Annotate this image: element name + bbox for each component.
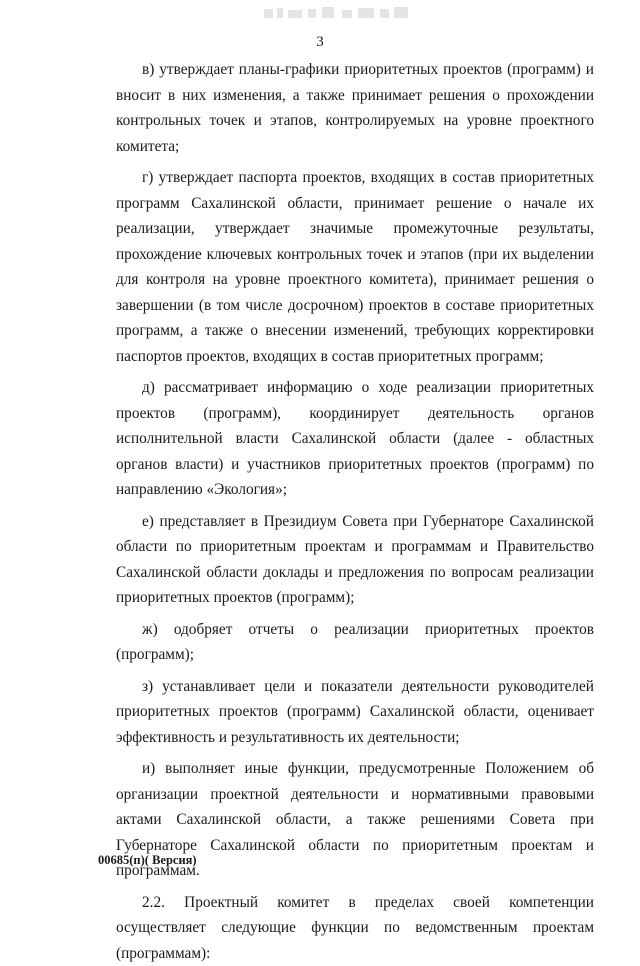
page-number: 3 <box>0 34 640 51</box>
paragraph-2-2: 2.2. Проектный комитет в пределах своей компетенции осуществляет следующие функции по ведомственным проектам (программам): <box>116 890 594 966</box>
paragraph-zh: ж) одобряет отчеты о реализации приоритетных проектов (программ); <box>116 617 594 668</box>
faint-registration-stamp <box>262 4 412 22</box>
paragraph-i: и) выполняет иные функции, предусмотренные Положением об организации проектной деятельности и нормативными правовыми актами Сахалинской области, а также решениями Совета при Губернаторе Сахалинской области по приоритетным проектам и программам. <box>116 756 594 884</box>
document-body <box>116 57 594 966</box>
paragraph-g: г) утверждает паспорта проектов, входящих в состав приоритетных программ Сахалинской области, принимает решение о начале их реализации, утверждает значимые промежуточные результаты, прохождение ключевых контрольных точек и этапов (при их выделении для контроля на уровне проектного комитета), принимает решения о завершении (в том числе досрочном) проектов в составе приоритетных программ, а также о внесении изменений, требующих корректировки паспортов проектов, входящих в состав приоритетных программ; <box>116 165 594 369</box>
document-footer-code: 00685(п)( Версия) <box>98 853 197 868</box>
paragraph-d: д) рассматривает информацию о ходе реализации приоритетных проектов (программ), координирует деятельность органов исполнительной власти Сахалинской области (далее - областных органов власти) и участников приоритетных проектов (программ) по направлению «Экология»; <box>116 375 594 503</box>
paragraph-e: е) представляет в Президиум Совета при Губернаторе Сахалинской области по приоритетным проектам и программам и Правительство Сахалинской области доклады и предложения по вопросам реализации приоритетных проектов (программ); <box>116 509 594 611</box>
paragraph-z: з) устанавливает цели и показатели деятельности руководителей приоритетных проектов (программ) Сахалинской области, оценивает эффективность и результативность их деятельности; <box>116 674 594 751</box>
paragraph-v: в) утверждает планы-графики приоритетных проектов (программ) и вносит в них изменения, а также принимает решения о прохождении контрольных точек и этапов, контролируемых на уровне проектного комитета; <box>116 57 594 159</box>
